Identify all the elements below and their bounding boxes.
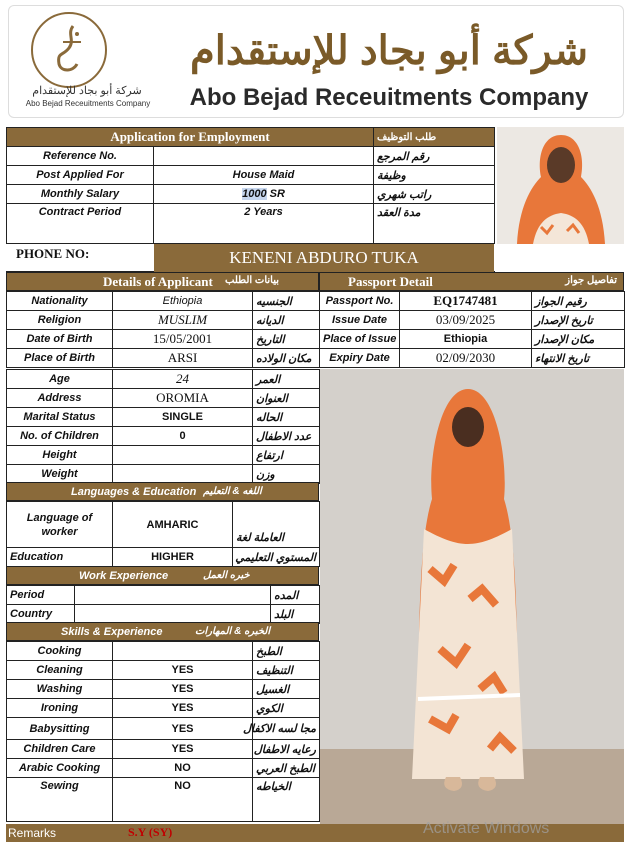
remarks-value: S.Y (SY) — [128, 825, 173, 839]
height-value — [113, 446, 253, 465]
table-row — [7, 427, 320, 446]
field-label-ar: المستوي التعليمي — [233, 548, 320, 567]
table-row — [7, 661, 320, 680]
field-label: Arabic Cooking — [7, 759, 113, 778]
table-row — [7, 166, 495, 185]
salary-amount: 1000 — [242, 188, 267, 200]
marital-value: SINGLE — [113, 408, 253, 427]
field-label-ar: الديانه — [253, 311, 320, 330]
details-table — [6, 291, 320, 368]
remarks-label: Remarks — [8, 826, 57, 840]
skill-value: YES — [113, 680, 253, 699]
field-label: Address — [7, 389, 113, 408]
field-label-ar: التنظيف — [253, 661, 320, 680]
field-label-ar: ارتفاع — [253, 446, 320, 465]
table-row — [7, 605, 320, 624]
table-row — [320, 292, 625, 311]
table-row — [7, 718, 320, 740]
field-label: Education — [7, 548, 113, 567]
field-label: Country — [7, 605, 75, 624]
application-title — [7, 128, 374, 147]
field-label-ar: الطبخ — [253, 642, 320, 661]
field-label-ar: الكوي — [253, 699, 320, 718]
skills-header — [6, 622, 319, 641]
application-title-ar: طلب التوظيف — [374, 128, 495, 147]
reference-value — [154, 147, 374, 166]
field-label: Religion — [7, 311, 113, 330]
table-row — [7, 408, 320, 427]
field-label-ar: تاريخ الانتهاء — [532, 349, 625, 368]
table-row — [7, 330, 320, 349]
age-value: 24 — [113, 370, 253, 389]
weight-value — [113, 465, 253, 484]
field-label: Ironing — [7, 699, 113, 718]
company-logo — [31, 12, 107, 88]
field-label-ar: الحاله — [253, 408, 320, 427]
issue-date-value: 03/09/2025 — [400, 311, 532, 330]
skills-title-ar: الخبره & المهارات — [195, 626, 271, 637]
field-label-ar: العمر — [253, 370, 320, 389]
children-value: 0 — [113, 427, 253, 446]
field-label-ar: مجا لسه الاكفال — [253, 718, 320, 740]
work-table — [6, 585, 320, 624]
passport-title-ar: تفاصيل جواز — [565, 275, 617, 286]
field-label: Place of Issue — [320, 330, 400, 349]
table-row — [7, 548, 320, 567]
table-row — [7, 740, 320, 759]
applicant-name: KENENI ABDURO TUKA — [154, 244, 494, 272]
salary-currency: SR — [266, 188, 285, 200]
table-row — [7, 699, 320, 718]
field-label-ar: وزن — [253, 465, 320, 484]
applicant-portrait-photo — [497, 127, 624, 244]
field-label: Expiry Date — [320, 349, 400, 368]
details-title-en: Details of Applicant — [103, 274, 213, 289]
field-label: Marital Status — [7, 408, 113, 427]
application-title-en: Application for Employment — [110, 129, 270, 144]
field-label-ar: التاريخ — [253, 330, 320, 349]
field-label-ar: المده — [271, 586, 320, 605]
field-label-ar: رقيم الجواز — [532, 292, 625, 311]
table-row — [320, 330, 625, 349]
field-label-ar: الخياطه — [253, 778, 320, 822]
contract-value: 2 Years — [154, 204, 374, 244]
passport-header — [319, 272, 624, 291]
field-label: Issue Date — [320, 311, 400, 330]
field-label: Monthly Salary — [7, 185, 154, 204]
details-title-ar: بيانات الطلب — [225, 275, 280, 286]
passport-title-en: Passport Detail — [348, 274, 433, 289]
table-row — [7, 311, 320, 330]
nationality-value: Ethiopia — [113, 292, 253, 311]
field-label: Cooking — [7, 642, 113, 661]
field-label-ar: العاملة لغة — [233, 502, 320, 548]
field-label: Weight — [7, 465, 113, 484]
skills-table — [6, 641, 320, 822]
languages-table — [6, 501, 320, 567]
field-label-ar: رقم المرجع — [374, 147, 495, 166]
field-label-ar: تاريخ الإصدار — [532, 311, 625, 330]
languages-title-en: Languages & Education — [71, 486, 197, 498]
application-table — [6, 127, 495, 244]
passport-no-value: EQ1747481 — [400, 292, 532, 311]
logo-emblem-icon — [33, 14, 105, 86]
logo-english-text: Abo Bejad Receuitments Company — [25, 99, 151, 108]
salary-value — [154, 185, 374, 204]
passport-table — [319, 291, 625, 368]
address-value: OROMIA — [113, 389, 253, 408]
field-label-ar: العنوان — [253, 389, 320, 408]
field-label-ar: رعايه الاطفال — [253, 740, 320, 759]
field-label: Contract Period — [7, 204, 154, 244]
field-label-ar: مكان الولاده — [253, 349, 320, 368]
phone-label: PHONE NO: — [16, 246, 90, 261]
table-row — [320, 311, 625, 330]
post-value: House Maid — [154, 166, 374, 185]
table-row — [7, 502, 320, 548]
skill-value: YES — [113, 699, 253, 718]
table-row — [7, 147, 495, 166]
field-label: Cleaning — [7, 661, 113, 680]
skill-value: YES — [113, 718, 253, 740]
field-label: Washing — [7, 680, 113, 699]
table-row — [7, 204, 495, 244]
table-row — [7, 759, 320, 778]
table-row — [7, 370, 320, 389]
activate-windows-watermark: Activate Windows — [423, 820, 550, 837]
language-value: AMHARIC — [113, 502, 233, 548]
table-row — [7, 292, 320, 311]
field-label-ar: الجنسيه — [253, 292, 320, 311]
field-label: Place of Birth — [7, 349, 113, 368]
table-row — [7, 680, 320, 699]
company-title-english: Abo Bejad Receuitments Company — [189, 84, 589, 111]
field-label: Language of worker — [7, 502, 113, 548]
table-row — [7, 185, 495, 204]
religion-value: MUSLIM — [113, 311, 253, 330]
languages-title-ar: اللغه & التعليم — [203, 486, 262, 497]
applicant-full-photo — [320, 369, 624, 824]
field-label-ar: الطبخ العربي — [253, 759, 320, 778]
field-label: Age — [7, 370, 113, 389]
field-label: Nationality — [7, 292, 113, 311]
details-header — [6, 272, 319, 291]
field-label: No. of Children — [7, 427, 113, 446]
skill-value: YES — [113, 740, 253, 759]
logo-arabic-text: شركة أبو بجاد للإستقدام — [32, 85, 142, 97]
place-of-issue-value: Ethiopia — [400, 330, 532, 349]
table-row — [7, 586, 320, 605]
skill-value — [113, 642, 253, 661]
field-label: Babysitting — [7, 718, 113, 740]
table-row — [320, 349, 625, 368]
field-label: Children Care — [7, 740, 113, 759]
full-figure-icon — [320, 369, 624, 824]
work-header — [6, 566, 319, 585]
skill-value: NO — [113, 778, 253, 822]
field-label: Sewing — [7, 778, 113, 822]
skill-value: YES — [113, 661, 253, 680]
field-label-ar: عدد الاطفال — [253, 427, 320, 446]
table-row — [7, 446, 320, 465]
portrait-figure-icon — [497, 127, 624, 244]
field-label: Date of Birth — [7, 330, 113, 349]
field-label-ar: مدة العقد — [374, 204, 495, 244]
table-row — [7, 389, 320, 408]
field-label: Period — [7, 586, 75, 605]
field-label: Passport No. — [320, 292, 400, 311]
work-title-ar: خبره العمل — [203, 570, 250, 581]
field-label-ar: راتب شهري — [374, 185, 495, 204]
field-label-ar: وظيفة — [374, 166, 495, 185]
education-value: HIGHER — [113, 548, 233, 567]
skills-title-en: Skills & Experience — [61, 626, 163, 638]
table-row — [7, 349, 320, 368]
dob-value: 15/05/2001 — [113, 330, 253, 349]
pob-value: ARSI — [113, 349, 253, 368]
expiry-date-value: 02/09/2030 — [400, 349, 532, 368]
period-value — [75, 586, 271, 605]
field-label: Post Applied For — [7, 166, 154, 185]
details-table-cont — [6, 369, 320, 484]
table-row — [7, 642, 320, 661]
header — [8, 5, 624, 118]
field-label: Height — [7, 446, 113, 465]
languages-header — [6, 482, 319, 501]
work-title-en: Work Experience — [79, 570, 169, 582]
field-label-ar: الغسيل — [253, 680, 320, 699]
table-row — [7, 465, 320, 484]
field-label: Reference No. — [7, 147, 154, 166]
field-label-ar: مكان الإصدار — [532, 330, 625, 349]
table-row — [7, 778, 320, 822]
field-label-ar: البلد — [271, 605, 320, 624]
company-title-arabic: شركة أبو بجاد للإستقدام — [189, 29, 589, 73]
country-value — [75, 605, 271, 624]
skill-value: NO — [113, 759, 253, 778]
